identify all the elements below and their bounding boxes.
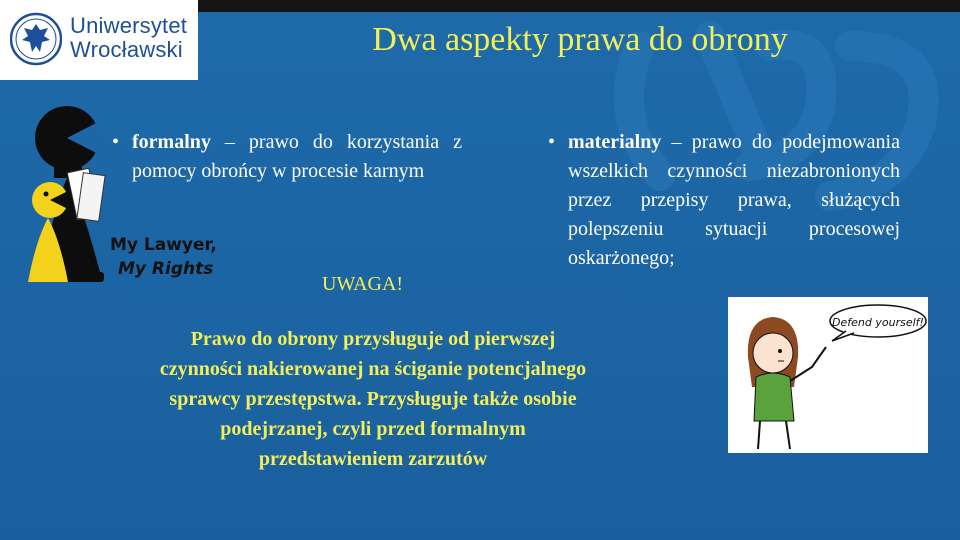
bullet-formalny-text: – prawo do korzystania z pomocy obrońcy w procesie karnym bbox=[132, 131, 462, 182]
bullet-formalny-body bbox=[132, 128, 462, 186]
logo-text bbox=[70, 14, 187, 62]
bullet-formalny bbox=[112, 128, 462, 186]
lawyer-caption-line-1: My Lawyer, bbox=[110, 235, 217, 255]
university-logo bbox=[0, 0, 198, 80]
slide-title: Dwa aspekty prawa do obrony bbox=[372, 21, 788, 58]
bullet-materialny-term: materialny bbox=[568, 131, 662, 153]
bullet-dot-icon: • bbox=[548, 131, 556, 153]
eagle-emblem-icon bbox=[10, 10, 62, 68]
bullet-materialny bbox=[548, 128, 900, 273]
bullet-dot-icon: • bbox=[112, 131, 120, 153]
defend-yourself-drawing bbox=[728, 297, 928, 453]
girl-figure-icon bbox=[748, 317, 826, 449]
bullet-formalny-term: formalny bbox=[132, 131, 211, 153]
logo-line-2: Wrocławski bbox=[70, 37, 183, 62]
speech-bubble-icon bbox=[830, 305, 926, 341]
bullet-materialny-text: – prawo do podejmowania wszelkich czynności niezabronionych przez przepisy prawa, służących polepszeniu sytuacji procesowej oskarżonego; bbox=[568, 131, 900, 269]
bullet-materialny-body bbox=[568, 128, 900, 273]
note-paragraph: Prawo do obrony przysługuje od pierwszej czynności nakierowanej na ściganie potencjalnego sprawcy przestępstwa. Przysługuje także osobie podejrzanej, czyli przed formalnym przedstawieniem zarzutów bbox=[159, 328, 587, 470]
defend-yourself-illustration bbox=[728, 297, 928, 453]
lawyer-caption-line-2: My Rights bbox=[118, 259, 214, 279]
speech-bubble-text: Defend yourself! bbox=[832, 316, 924, 329]
logo-line-1: Uniwersytet bbox=[70, 13, 188, 38]
uwaga-label: UWAGA! bbox=[322, 273, 404, 295]
